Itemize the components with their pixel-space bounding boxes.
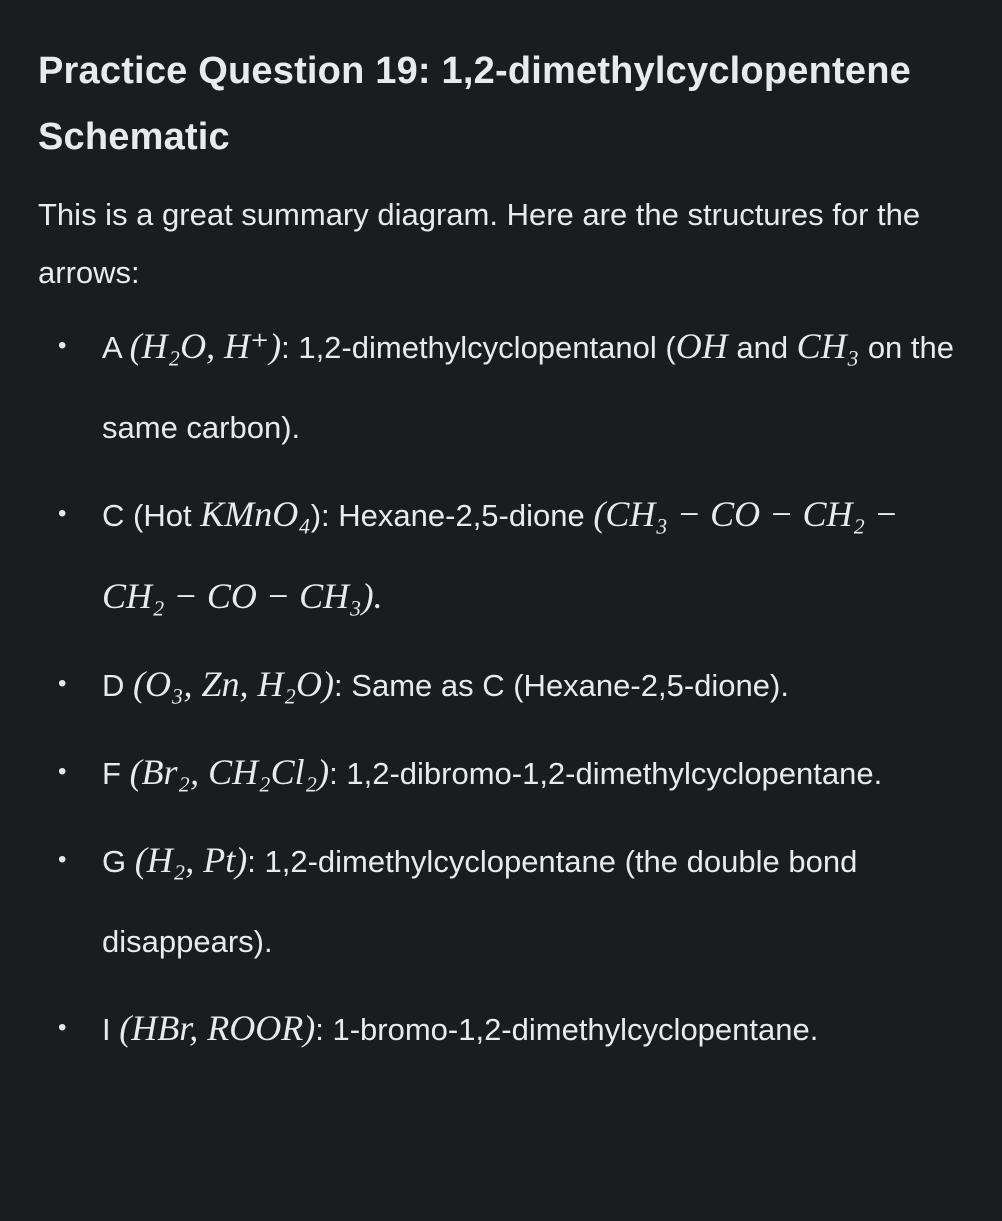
reagent-formula: (HBr, ROOR) [119, 1008, 316, 1048]
product-note-joiner: and [727, 330, 797, 365]
product-text: 1,2-dibromo-1,2-dimethylcyclopentane. [346, 756, 883, 791]
product-text: 1-bromo-1,2-dimethylcyclopentane. [332, 1012, 819, 1047]
reagent-formula: (O₃, Zn, H₂O) [133, 664, 335, 704]
product-note-formula-2: CH₃ [796, 326, 860, 366]
product-text: 1,2-dimethylcyclopentane (the double bond disappears). [102, 844, 858, 959]
answer-item-d: • D (O₃, Zn, H₂O): Same as C (Hexane-2,5-dione). [38, 644, 962, 726]
answer-label: A [102, 330, 121, 365]
answer-item-f: • F (Br₂, CH₂Cl₂): 1,2-dibromo-1,2-dimethylcyclopentane. [38, 732, 962, 814]
intro-paragraph: This is a great summary diagram. Here are the structures for the arrows: [38, 197, 921, 290]
answer-item-g: • G (H₂, Pt): 1,2-dimethylcyclopentane (the double bond disappears). [38, 820, 962, 982]
reagent-formula: (H₂, Pt) [134, 840, 248, 880]
product-name: Hexane-2,5-dione [338, 498, 585, 533]
product-text: Same as C (Hexane-2,5-dione). [351, 668, 789, 703]
product-note-open: ( [665, 330, 676, 365]
reagent-formula: (Br₂, CH₂Cl₂) [129, 752, 330, 792]
page-title: Practice Question 19: 1,2-dimethylcyclopentene Schematic [38, 50, 911, 158]
reagent-formula: KMnO₄ [200, 494, 311, 534]
product-note-formula: OH [675, 326, 728, 366]
answer-label: I [102, 1012, 111, 1047]
product-structure-formula: (CH₃ − CO − CH₂ − CH₂ − CO − CH₃). [102, 494, 899, 616]
answer-item-c: • C (Hot KMnO₄): Hexane-2,5-dione (CH₃ − CO − CH₂ − CH₂ − CO − CH₃). [38, 474, 962, 638]
answer-label: G [102, 844, 127, 879]
answer-label: C (Hot [102, 498, 192, 533]
answer-item-i: • I (HBr, ROOR): 1-bromo-1,2-dimethylcyclopentane. [38, 988, 962, 1070]
reagent-formula: (H₂O, H⁺) [129, 326, 282, 366]
answer-item-a: • A (H₂O, H⁺): 1,2-dimethylcyclopentanol (OH and CH₃ on the same carbon). [38, 306, 962, 468]
answer-label: F [102, 756, 121, 791]
answer-list [38, 306, 1002, 1070]
product-name: 1,2-dimethylcyclopentanol [298, 330, 657, 365]
product-note-close: on the same carbon). [102, 330, 955, 445]
answer-label: D [102, 668, 125, 703]
